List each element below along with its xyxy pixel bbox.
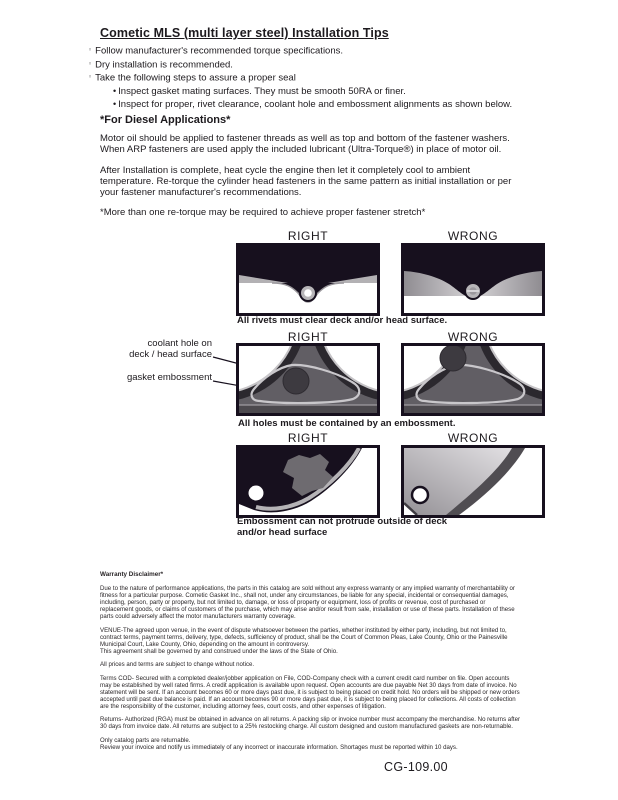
open-bullet-icon: ◦ <box>88 46 93 54</box>
sub-list-item: • Inspect gasket mating surfaces. They must be smooth 50RA or finer. <box>113 86 406 98</box>
protrusion-right-diagram <box>236 445 380 518</box>
embossment-wrong-diagram <box>401 343 545 416</box>
coolant-hole-annotation: coolant hole on deck / head surface <box>129 338 212 360</box>
diesel-note: *More than one re-torque may be required to achieve proper fastener stretch* <box>100 207 426 219</box>
bolt-hole-icon <box>249 486 264 501</box>
disclaimer-paragraph: Returns- Authorized (RGA) must be obtained in advance on all returns. A packing slip or invoice number must accompany the merchandise. No returns after 30 days from invoice date. All returns are subject to a 25% restocking charge. All custom designed and custom manufactured gaskets are non-returnable. <box>100 716 521 730</box>
wrong-label: WRONG <box>447 431 499 445</box>
right-label: RIGHT <box>287 431 329 445</box>
disclaimer-paragraph: Terms COD- Secured with a completed dealer/jobber application on File, COD-Company check with a current credit card number on file. Open accounts may be established by well rated firms. A credit application is available upon request. Open accounts are due payable Net 30 days from date of invoice. No statement will be sent. If an account becomes 60 or more days past due, it is subject to being placed on credit hold. No orders will be shipped or new orders accepted until past due balance is paid. If an account becomes 90 or more days past due, it is subject to being placed for collections. All costs of collection are the responsibility of the customer, including attorney fees, court costs, and other expenses of litigation. <box>100 674 520 710</box>
disclaimer-paragraph: Due to the nature of performance applications, the parts in this catalog are sold without any express warranty or any implied warranty of merchantability or fitness for a particular purpose. Cometic Gasket Inc., shall not, under any circumstances, be liable for any special, incidental or consequential damages, including, person, party or property, but not limited to, damage, or loss of property or equipment, loss of profits or revenue, cost of purchased or replacement goods, or claims of customers of the purchase, which may arise and/or result from sale, installation or use of these parts. Installation of these parts could adversely affect the motor manufacturers warranty coverage. <box>100 585 515 620</box>
figure-caption: All rivets must clear deck and/or head surface. <box>237 315 448 326</box>
right-label: RIGHT <box>287 229 329 243</box>
page-title: Cometic MLS (multi layer steel) Installation Tips <box>100 26 389 40</box>
rivet-wrong-diagram <box>401 243 545 316</box>
disclaimer-paragraph: All prices and terms are subject to change without notice. <box>100 661 255 668</box>
disclaimer-paragraph: Only catalog parts are returnable. Review your invoice and notify us immediately of any incorrect or inaccurate information. Shortages must be reported within 10 days. <box>100 736 458 751</box>
wrong-label: WRONG <box>447 330 499 344</box>
bolt-hole-icon <box>412 487 428 503</box>
right-label: RIGHT <box>287 330 329 344</box>
list-item: ◦ Take the following steps to assure a proper seal <box>88 72 296 84</box>
gasket-embossment-annotation: gasket embossment <box>126 372 212 383</box>
coolant-hole-icon <box>283 368 309 394</box>
coolant-hole-icon <box>440 345 466 371</box>
diesel-paragraph: After Installation is complete, heat cycle the engine then let it completely cool to ambient temperature. Re-torque the cylinder head fasteners in the same pattern as initial installation or per your fastener manufacturer's recommendations. <box>100 164 512 199</box>
wrong-label: WRONG <box>447 229 499 243</box>
figure-caption: Embossment can not protrude outside of deck and/or head surface <box>237 516 448 538</box>
warranty-disclaimer-section <box>100 571 520 757</box>
embossment-right-diagram <box>236 343 380 416</box>
diesel-applications-section <box>100 115 526 227</box>
figure-caption: All holes must be contained by an embossment. <box>238 418 456 429</box>
open-bullet-icon: ◦ <box>88 59 93 68</box>
rivet-right-diagram <box>236 243 380 316</box>
disclaimer-heading: Warranty Disclaimer* <box>100 571 164 578</box>
protrusion-wrong-diagram <box>401 445 545 518</box>
list-item: ◦ Follow manufacturer's recommended torque specifications. <box>88 45 344 57</box>
sub-list-item: • Inspect for proper, rivet clearance, coolant hole and embossment alignments as shown below. <box>113 99 513 111</box>
diesel-paragraph: Motor oil should be applied to fastener threads as well as top and bottom of the fastener washers. When ARP fasteners are used apply the included lubricant (Ultra-Torque®) in place of motor oil. <box>100 133 510 156</box>
bullet-icon: • <box>113 99 117 110</box>
disclaimer-paragraph: VENUE-The agreed upon venue, in the event of dispute whatsoever between the parties, whether instituted by either party, including, but not limited to, contract terms, payment terms, delivery, type, defects, sufficiency of product, shall be the Court of Common Pleas, Lake County, Ohio or the Painesville Municipal Court, Lake County, Ohio, depending on the amount in controversy. This agreement shall be governed by and construed under the laws of the State of Ohio. <box>100 626 508 655</box>
page-code: CG-109.00 <box>384 760 448 774</box>
diesel-heading: *For Diesel Applications* <box>100 114 231 126</box>
bullet-icon: • <box>113 86 117 97</box>
open-bullet-icon: ◦ <box>88 73 93 82</box>
installation-tips-list <box>88 44 528 112</box>
list-item: ◦ Dry installation is recommended. <box>88 59 233 71</box>
